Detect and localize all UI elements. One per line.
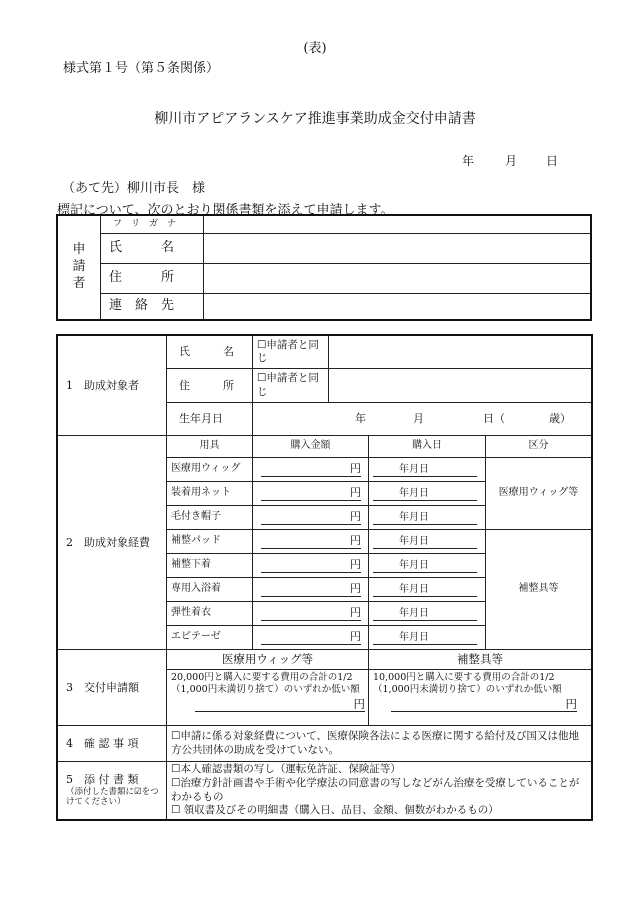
applicant-contact-label: 連 絡 先 [101, 294, 204, 320]
purchase-date-field[interactable] [369, 578, 486, 602]
col-header-date: 購入日 [369, 436, 486, 458]
purchase-date-field[interactable] [369, 506, 486, 530]
applicant-name-label: 氏 名 [101, 234, 204, 264]
applicant-address-field[interactable] [204, 264, 591, 294]
col-header-category: 区分 [486, 436, 592, 458]
year-unit: 年 [399, 631, 409, 643]
attachment-id-checkbox[interactable]: ☐本人確認書類の写し（運転免許証、保険証等） [171, 763, 401, 776]
day-unit: 日 [419, 463, 429, 475]
addressee: （あて先）柳川市長 様 [62, 181, 206, 196]
yen-unit: 円 [350, 630, 361, 644]
date-day: 日 [546, 154, 559, 168]
purchase-date-field[interactable] [369, 602, 486, 626]
month-unit: 月 [409, 511, 419, 523]
section5-label-cell [58, 762, 167, 820]
year-unit: 年 [399, 487, 409, 499]
month-unit: 月 [409, 535, 419, 547]
day-unit: 日 [419, 607, 429, 619]
target-name-label: 氏 名 [167, 336, 253, 369]
furigana-field[interactable] [204, 216, 591, 234]
birth-month-unit: 月 [413, 412, 424, 425]
purchase-date-field[interactable] [369, 482, 486, 506]
year-unit: 年 [399, 511, 409, 523]
year-unit: 年 [399, 607, 409, 619]
attachment-treatment-checkbox[interactable]: ☐治療方針計画書や手術や化学療法の同意書の写しなどがん治療を受療していることがわかるもの [171, 776, 580, 803]
section5-sub: （添付した書類に☑をつけてください） [66, 786, 159, 808]
intro-text: 標記について、次のとおり関係書類を添えて申請します。 [57, 203, 394, 218]
month-unit: 月 [409, 583, 419, 595]
aid-amount-note: 10,000円と購入に要する費用の合計の1/2（1,000円未満切り捨て）のいずれか低い額 [373, 672, 562, 696]
section4-label: 4 確 認 事 項 [58, 726, 167, 762]
applicant-name-field[interactable] [204, 234, 591, 264]
item-name: 弾性着衣 [167, 602, 253, 626]
target-address-label: 住 所 [167, 369, 253, 403]
birthdate-label: 生年月日 [167, 403, 253, 436]
item-name: 装着用ネット [167, 482, 253, 506]
section5-label: 5 添 付 書 類 [66, 773, 139, 786]
attachment-receipt-checkbox[interactable]: ☐ 領収書及びその明細書（購入日、品目、金額、個数がわかるもの） [171, 804, 499, 817]
section3-label: 3 交付申請額 [58, 650, 167, 726]
yen-unit: 円 [565, 696, 577, 711]
day-unit: 日 [419, 583, 429, 595]
item-name: エピテーゼ [167, 626, 253, 650]
section1-label: 1 助成対象者 [58, 336, 167, 436]
birthdate-field[interactable] [253, 403, 592, 436]
applicant-contact-field[interactable] [204, 294, 591, 320]
main-table [57, 335, 592, 820]
amount-field[interactable] [253, 626, 369, 650]
amount-field[interactable] [253, 458, 369, 482]
section2-label: 2 助成対象経費 [58, 436, 167, 650]
day-unit: 日 [419, 559, 429, 571]
yen-unit: 円 [350, 558, 361, 572]
day-unit: 日 [419, 535, 429, 547]
birth-day-unit: 日（ [483, 412, 505, 425]
form-title: 柳川市アピアランスケア推進事業助成金交付申請書 [154, 111, 476, 127]
col-header-amount: 購入金額 [253, 436, 369, 458]
purchase-date-field[interactable] [369, 554, 486, 578]
amount-field[interactable] [253, 530, 369, 554]
target-address-same-checkbox[interactable]: ☐申請者と同じ [253, 369, 329, 403]
date-month: 月 [505, 154, 518, 168]
item-name: 医療用ウィッグ [167, 458, 253, 482]
category-wig: 医療用ウィッグ等 [486, 458, 592, 530]
aid-amount-header: 補整具等 [369, 650, 592, 670]
wig-amount-header: 医療用ウィッグ等 [167, 650, 369, 670]
yen-unit: 円 [350, 462, 361, 476]
applicant-address-label: 住 所 [101, 264, 204, 294]
yen-unit: 円 [350, 582, 361, 596]
attachment-list [167, 762, 592, 820]
furigana-label: フ リ ガ ナ [101, 216, 204, 234]
wig-amount-note: 20,000円と購入に要する費用の合計の1/2（1,000円未満切り捨て）のいずれか低い額 [171, 672, 360, 696]
target-name-field[interactable] [329, 336, 592, 369]
amount-field[interactable] [253, 506, 369, 530]
year-unit: 年 [399, 559, 409, 571]
target-address-field[interactable] [329, 369, 592, 403]
confirmation-checkbox[interactable]: ☐申請に係る対象経費について、医療保険各法による医療に関する給付及び国又は他地方公共団体の助成を受けていない。 [167, 726, 592, 762]
month-unit: 月 [409, 559, 419, 571]
item-name: 補整パッド [167, 530, 253, 554]
yen-unit: 円 [353, 696, 365, 711]
month-unit: 月 [409, 607, 419, 619]
amount-field[interactable] [253, 554, 369, 578]
day-unit: 日 [419, 511, 429, 523]
item-name: 毛付き帽子 [167, 506, 253, 530]
month-unit: 月 [409, 631, 419, 643]
item-name: 補整下着 [167, 554, 253, 578]
year-unit: 年 [399, 583, 409, 595]
purchase-date-field[interactable] [369, 626, 486, 650]
year-unit: 年 [399, 463, 409, 475]
month-unit: 月 [409, 487, 419, 499]
yen-unit: 円 [350, 510, 361, 524]
col-header-item: 用具 [167, 436, 253, 458]
year-unit: 年 [399, 535, 409, 547]
month-unit: 月 [409, 463, 419, 475]
item-name: 専用入浴着 [167, 578, 253, 602]
amount-field[interactable] [253, 578, 369, 602]
day-unit: 日 [419, 631, 429, 643]
yen-unit: 円 [350, 606, 361, 620]
category-aid: 補整具等 [486, 530, 592, 650]
amount-field[interactable] [253, 602, 369, 626]
birth-age-unit: 歳） [549, 412, 571, 425]
form-number: 様式第１号（第５条関係） [63, 61, 220, 76]
side-marker: (表) [303, 41, 327, 56]
applicant-table [57, 215, 591, 320]
date-year: 年 [462, 154, 475, 168]
applicant-label: 申 請 者 [58, 216, 101, 320]
day-unit: 日 [419, 487, 429, 499]
wig-amount-cell[interactable] [167, 670, 369, 726]
birth-year-unit: 年 [355, 412, 366, 425]
amount-field[interactable] [253, 482, 369, 506]
yen-unit: 円 [350, 534, 361, 548]
yen-unit: 円 [350, 486, 361, 500]
aid-amount-cell[interactable] [369, 670, 592, 726]
purchase-date-field[interactable] [369, 458, 486, 482]
target-name-same-checkbox[interactable]: ☐申請者と同じ [253, 336, 329, 369]
purchase-date-field[interactable] [369, 530, 486, 554]
